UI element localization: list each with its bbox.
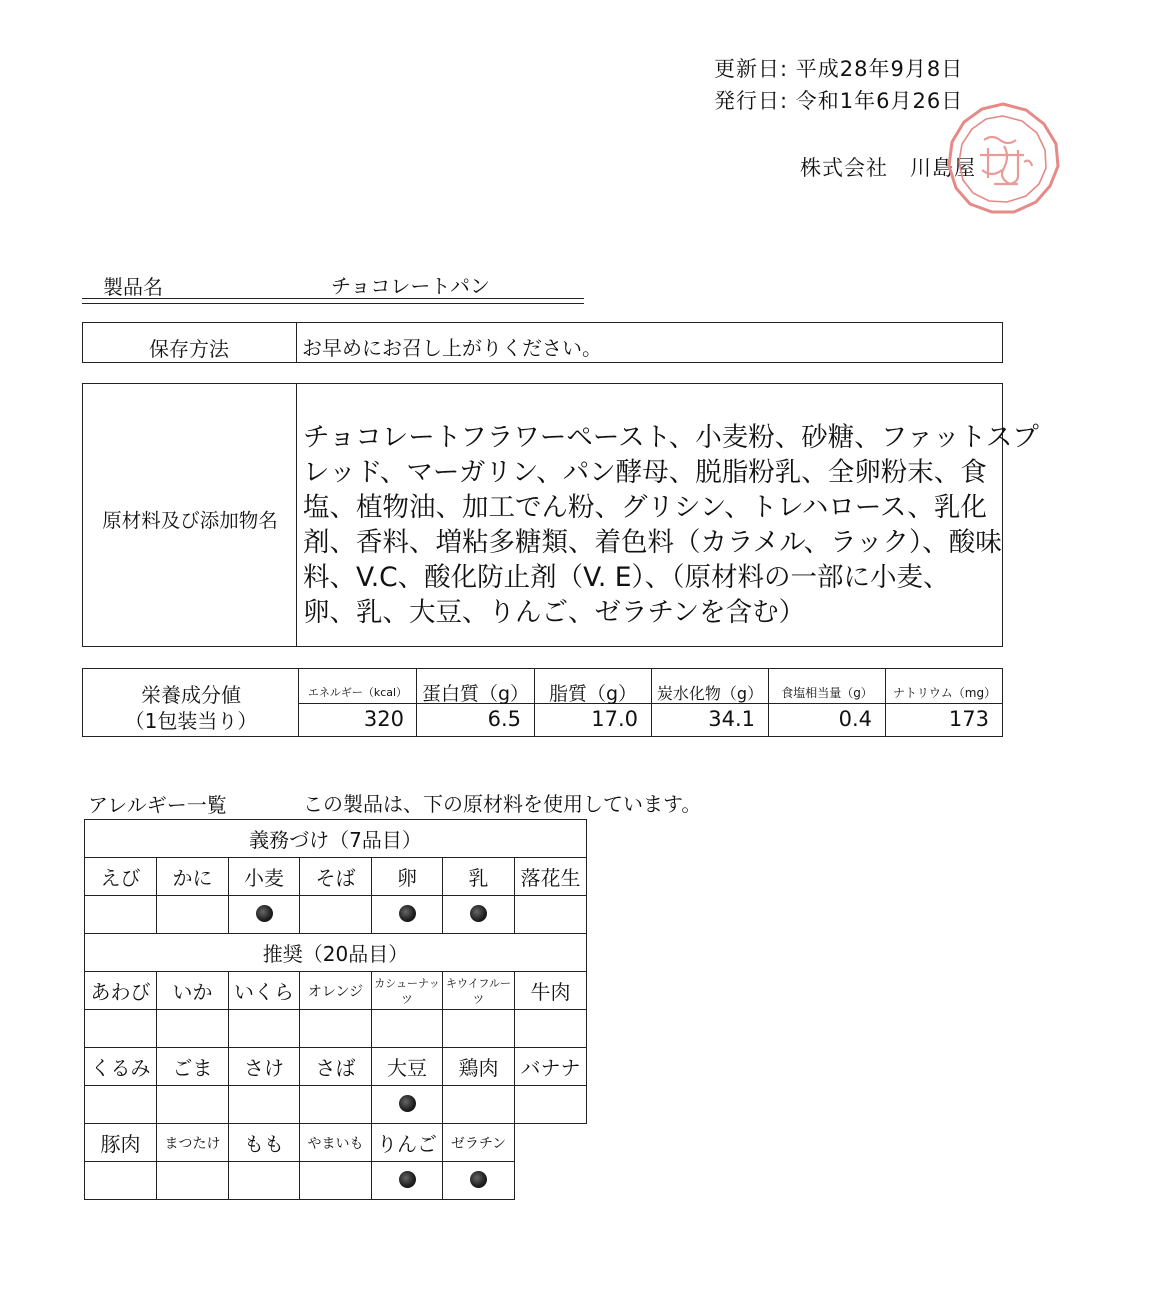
allergen-name: さば	[300, 1048, 372, 1086]
product-name-underline-2	[82, 303, 584, 304]
mark-cell	[443, 896, 515, 934]
empty-cell	[515, 1124, 587, 1162]
mark-cell	[157, 1010, 229, 1048]
used-mark-icon	[399, 1171, 416, 1188]
mark-cell	[515, 896, 587, 934]
mark-cell	[300, 896, 372, 934]
mark-cell	[85, 1162, 157, 1200]
allergen-name: いくら	[229, 972, 300, 1010]
allergen-name: カシューナッツ	[372, 972, 443, 1010]
mark-cell	[372, 1086, 443, 1124]
ingredients-line: レッド、マーガリン、パン酵母、脱脂粉乳、全卵粉末、食	[303, 457, 987, 488]
allergen-name: 乳	[443, 858, 515, 896]
nutrition-value-protein: 6.5	[487, 707, 521, 731]
allergen-name: 小麦	[229, 858, 300, 896]
allergen-name: 卵	[372, 858, 443, 896]
allergen-name: まつたけ	[157, 1124, 229, 1162]
mark-cell	[157, 1162, 229, 1200]
allergen-name: やまいも	[300, 1124, 372, 1162]
mark-cell	[229, 1162, 300, 1200]
allergen-name: もも	[229, 1124, 300, 1162]
allergen-name: キウイフルーツ	[443, 972, 515, 1010]
storage-value: お早めにお召し上がりください。	[302, 336, 602, 360]
mark-cell	[229, 1010, 300, 1048]
allergen-name: りんご	[372, 1124, 443, 1162]
ingredients-divider	[296, 383, 297, 647]
nutrition-header-sodium: ナトリウム（mg）	[892, 686, 997, 700]
ingredients-line: 剤、香料、増粘多糖類、着色料（カラメル、ラック）、酸味	[303, 527, 1002, 558]
nutrition-value-salt: 0.4	[838, 707, 872, 731]
mark-cell	[157, 1086, 229, 1124]
product-name-underline	[82, 298, 584, 299]
used-mark-icon	[399, 1095, 416, 1112]
storage-label: 保存方法	[149, 337, 229, 361]
mark-cell	[443, 1010, 515, 1048]
mandatory-header: 義務づけ（7品目）	[85, 820, 587, 858]
mark-cell	[443, 1162, 515, 1200]
allergen-name: 落花生	[515, 858, 587, 896]
recommended-header: 推奨（20品目）	[85, 934, 587, 972]
nutrition-header-energy: エネルギー（kcal）	[307, 686, 408, 699]
mark-cell	[85, 896, 157, 934]
mandatory-mark-row	[85, 896, 587, 934]
nutrition-sublabel: （1包装当り）	[124, 709, 258, 733]
nutrition-header-carbs: 炭水化物（g）	[656, 684, 764, 703]
mark-cell	[372, 1162, 443, 1200]
ingredients-label: 原材料及び添加物名	[102, 509, 278, 532]
mark-cell	[443, 1086, 515, 1124]
mark-cell	[85, 1086, 157, 1124]
mark-cell	[85, 1010, 157, 1048]
empty-cell	[515, 1162, 587, 1200]
allergen-name: えび	[85, 858, 157, 896]
nutrition-header-protein: 蛋白質（g）	[421, 683, 530, 705]
ingredients-line: 卵、乳、大豆、りんご、ゼラチンを含む）	[303, 597, 806, 628]
nutrition-value-carbs: 34.1	[708, 707, 755, 731]
allergen-name: いか	[157, 972, 229, 1010]
used-mark-icon	[470, 1171, 487, 1188]
allergy-table	[84, 819, 587, 1200]
ingredients-line: 料、V.C、酸化防止剤（V. E）、（原材料の一部に小麦、	[303, 562, 950, 593]
allergen-name: バナナ	[515, 1048, 587, 1086]
nutrition-header-fat: 脂質（g）	[548, 683, 638, 705]
ingredients-line: 塩、植物油、加工でん粉、グリシン、トレハロース、乳化	[303, 492, 987, 523]
used-mark-icon	[256, 905, 273, 922]
mark-cell	[229, 1086, 300, 1124]
nutrition-value-energy: 320	[363, 707, 404, 731]
ingredients-text	[303, 420, 1039, 630]
recommended-mark-row-3	[85, 1162, 587, 1200]
allergen-name: 豚肉	[85, 1124, 157, 1162]
allergen-name: ゼラチン	[443, 1124, 515, 1162]
mark-cell	[157, 896, 229, 934]
product-name-label: 製品名	[103, 275, 163, 299]
allergen-name: ごま	[157, 1048, 229, 1086]
company-seal-icon	[944, 100, 1062, 218]
mark-cell	[372, 1010, 443, 1048]
mark-cell	[300, 1162, 372, 1200]
allergen-name: そば	[300, 858, 372, 896]
mark-cell	[229, 896, 300, 934]
updated-date: 更新日: 平成28年9月8日	[714, 57, 964, 81]
product-name: チョコレートパン	[331, 274, 490, 298]
mark-cell	[372, 896, 443, 934]
allergen-name: 牛肉	[515, 972, 587, 1010]
recommended-mark-row-2	[85, 1086, 587, 1124]
allergen-name: 鶏肉	[443, 1048, 515, 1086]
ingredients-line: チョコレートフラワーペースト、小麦粉、砂糖、ファットスプ	[303, 422, 1039, 453]
nutrition-value-sodium: 173	[948, 707, 989, 731]
issued-date: 発行日: 令和1年6月26日	[714, 89, 964, 113]
allergen-name: くるみ	[85, 1048, 157, 1086]
allergen-name: さけ	[229, 1048, 300, 1086]
allergen-name: 大豆	[372, 1048, 443, 1086]
mark-cell	[300, 1086, 372, 1124]
allergen-name: かに	[157, 858, 229, 896]
allergy-title: アレルギー一覧	[88, 793, 227, 817]
used-mark-icon	[470, 905, 487, 922]
nutrition-label: 栄養成分値	[141, 683, 241, 707]
mark-cell	[300, 1010, 372, 1048]
used-mark-icon	[399, 905, 416, 922]
allergy-note: この製品は、下の原材料を使用しています。	[303, 792, 702, 816]
allergen-name: あわび	[85, 972, 157, 1010]
storage-divider	[296, 322, 297, 363]
nutrition-value-fat: 17.0	[591, 707, 638, 731]
recommended-mark-row-1	[85, 1010, 587, 1048]
mark-cell	[515, 1010, 587, 1048]
mark-cell	[515, 1086, 587, 1124]
allergen-name: オレンジ	[300, 972, 372, 1010]
company-name: 株式会社 川島屋	[800, 156, 976, 180]
nutrition-header-salt: 食塩相当量（g）	[781, 686, 873, 700]
